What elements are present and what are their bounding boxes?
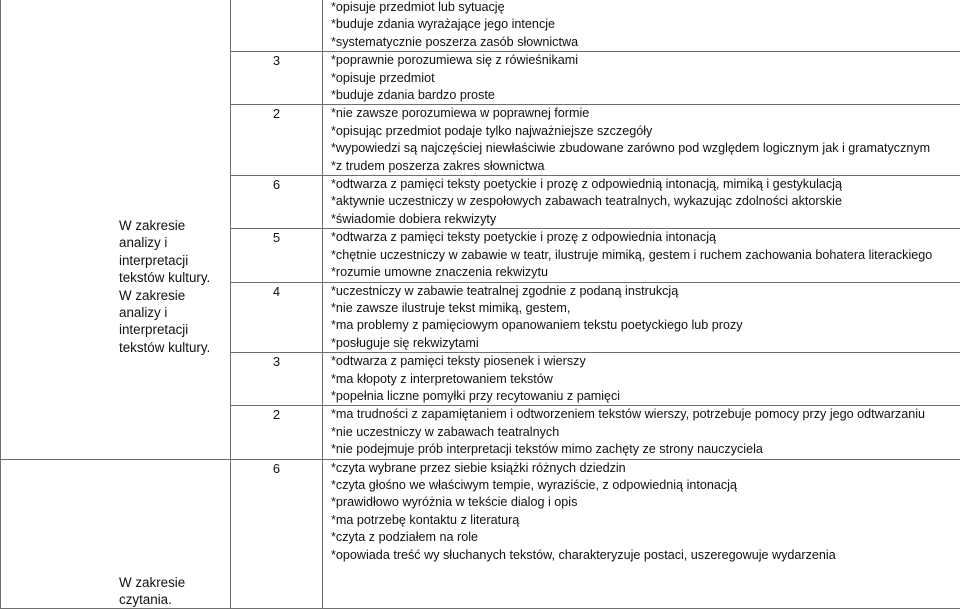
criteria-line: *chętnie uczestniczy w zabawie w teatr, ilustruje mimiką, gestem i ruchem zachowania bohatera literackiego (331, 247, 960, 264)
criteria-line: *nie uczestniczy w zabawach teatralnych (331, 424, 960, 441)
criteria-line: *uczestniczy w zabawie teatralnej zgodnie z podaną instrukcją (331, 283, 960, 300)
criteria-line: *popełnia liczne pomyłki przy recytowaniu z pamięci (331, 388, 960, 405)
criteria-cell (323, 459, 960, 609)
criteria-line: *odtwarza z pamięci teksty poetyckie i prozę z odpowiednią intonacją, mimiką i gestykulacją (331, 176, 960, 193)
area-label-line: analizy i (119, 304, 230, 321)
criteria-line: *odtwarza z pamięci teksty piosenek i wierszy (331, 353, 960, 370)
criteria-line: *opisując przedmiot podaje tylko najważniejsze szczegóły (331, 123, 960, 140)
area-label (119, 574, 230, 609)
criteria-cell (323, 282, 960, 353)
criteria-line: *wypowiedzi są najczęściej niewłaściwie zbudowane zarówno pod względem logicznym jak i gramatycznym (331, 140, 960, 157)
criteria-line: *buduje zdania bardzo proste (331, 87, 960, 104)
grade-cell: 6 (231, 176, 323, 229)
criteria-line: *systematycznie poszerza zasób słownictwa (331, 34, 960, 51)
grade-cell: 4 (231, 282, 323, 353)
criteria-line: *nie zawsze ilustruje tekst mimiką, gestem, (331, 300, 960, 317)
criteria-line: *opisuje przedmiot lub sytuację (331, 0, 960, 16)
criteria-cell (323, 52, 960, 105)
criteria-line: *posługuje się rekwizytami (331, 335, 960, 352)
area-label-line: tekstów kultury. (119, 339, 230, 356)
criteria-line: *ma potrzebę kontaktu z literaturą (331, 512, 960, 529)
table-row (1, 0, 960, 52)
grade-cell: 5 (231, 229, 323, 282)
area-label-line: czytania. (119, 591, 230, 608)
area-label-line: W zakresie (119, 217, 230, 234)
criteria-cell (323, 105, 960, 176)
criteria-line: *nie podejmuje prób interpretacji tekstów mimo zachęty ze strony nauczyciela (331, 441, 960, 458)
criteria-line: *opowiada treść wy słuchanych tekstów, charakteryzuje postaci, uszeregowuje wydarzenia (331, 547, 960, 564)
grade-cell: 3 (231, 52, 323, 105)
area-label-line: W zakresie (119, 287, 230, 304)
area-label-line: interpretacji (119, 321, 230, 338)
criteria-line: *czyta głośno we właściwym tempie, wyraziście, z odpowiednią intonacją (331, 477, 960, 494)
grade-cell: 6 (231, 459, 323, 609)
criteria-line: *rozumie umowne znaczenia rekwizytu (331, 264, 960, 281)
area-label-cell (1, 0, 231, 459)
criteria-line: *prawidłowo wyróżnia w tekście dialog i opis (331, 494, 960, 511)
criteria-line: *ma trudności z zapamiętaniem i odtworzeniem tekstów wierszy, potrzebuje pomocy przy jego odtwarzaniu (331, 406, 960, 423)
criteria-line: *poprawnie porozumiewa się z rówieśnikami (331, 52, 960, 69)
area-label-line: W zakresie (119, 574, 230, 591)
grade-cell: 3 (231, 353, 323, 406)
area-label-line: interpretacji (119, 252, 230, 269)
criteria-cell (323, 0, 960, 52)
area-label-line: analizy i (119, 234, 230, 251)
criteria-line: *z trudem poszerza zakres słownictwa (331, 158, 960, 175)
criteria-line: *aktywnie uczestniczy w zespołowych zabawach teatralnych, wykazując zdolności aktorskie (331, 193, 960, 210)
criteria-line: *opisuje przedmiot (331, 70, 960, 87)
table-row (1, 459, 960, 609)
grade-cell: 2 (231, 105, 323, 176)
criteria-line: *świadomie dobiera rekwizyty (331, 211, 960, 228)
grade-cell: 2 (231, 406, 323, 459)
area-label-cell (1, 459, 231, 609)
area-label (119, 217, 230, 356)
criteria-line: *ma kłopoty z interpretowaniem tekstów (331, 371, 960, 388)
grade-cell (231, 0, 323, 52)
criteria-cell (323, 176, 960, 229)
criteria-cell (323, 406, 960, 459)
criteria-cell (323, 229, 960, 282)
criteria-line: *czyta z podziałem na role (331, 529, 960, 546)
criteria-line: *nie zawsze porozumiewa w poprawnej formie (331, 105, 960, 122)
criteria-line: *ma problemy z pamięciowym opanowaniem tekstu poetyckiego lub prozy (331, 317, 960, 334)
criteria-line: *buduje zdania wyrażające jego intencje (331, 16, 960, 33)
criteria-line: *czyta wybrane przez siebie książki różnych dziedzin (331, 460, 960, 477)
area-label-line: tekstów kultury. (119, 269, 230, 286)
criteria-cell (323, 353, 960, 406)
criteria-line: *odtwarza z pamięci teksty poetyckie i prozę z odpowiednia intonacją (331, 229, 960, 246)
